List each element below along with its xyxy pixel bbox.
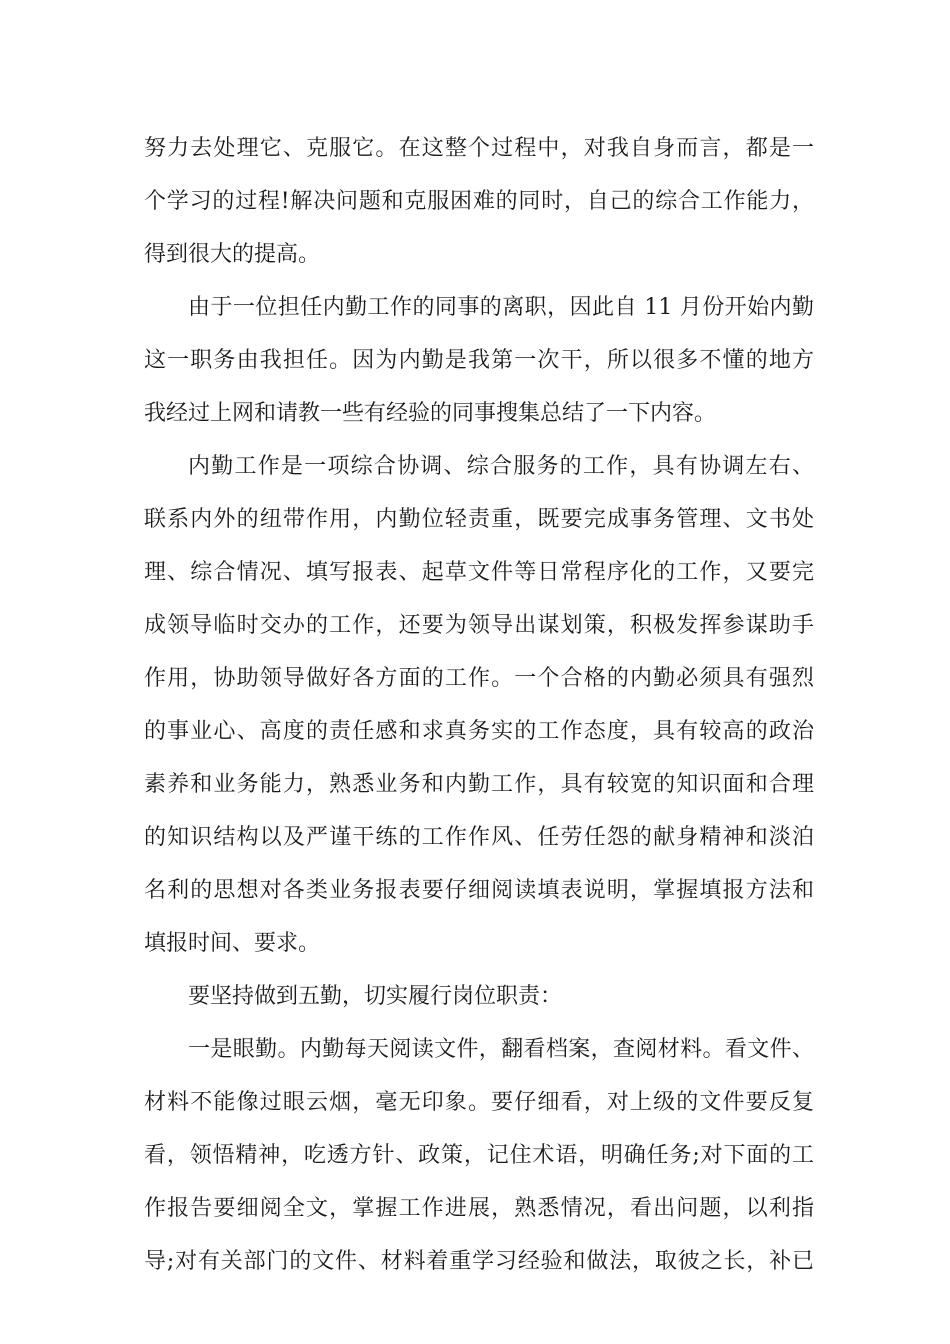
paragraph-4: [144, 970, 814, 1023]
paragraph-line: 理、综合情况、填写报表、起草文件等日常程序化的工作，又要完: [144, 560, 814, 585]
paragraph-line: 的知识结构以及严谨干练的工作作风、任劳任怨的献身精神和淡泊: [144, 825, 814, 850]
paragraph-line: 名利的思想对各类业务报表要仔细阅读填表说明，掌握填报方法和: [144, 878, 814, 903]
paragraph-line: 由于一位担任内勤工作的同事的离职，因此自 11 月份开始内勤: [188, 295, 814, 320]
paragraph-line: 填报时间、要求。: [144, 931, 321, 956]
paragraph-3: [144, 440, 814, 970]
paragraph-line: 内勤工作是一项综合协调、综合服务的工作，具有协调左右、: [188, 454, 814, 479]
paragraph-line: 个学习的过程!解决问题和克服困难的同时，自己的综合工作能力，: [144, 189, 814, 214]
paragraph-line: 材料不能像过眼云烟，毫无印象。要仔细看，对上级的文件要反复: [144, 1090, 814, 1115]
paragraph-1: [144, 122, 814, 281]
paragraph-line: 成领导临时交办的工作，还要为领导出谋划策，积极发挥参谋助手: [144, 613, 814, 638]
paragraph-line: 的事业心、高度的责任感和求真务实的工作态度，具有较高的政治: [144, 719, 814, 744]
paragraph-5: [144, 1023, 814, 1288]
paragraph-line: 素养和业务能力，熟悉业务和内勤工作，具有较宽的知识面和合理: [144, 772, 814, 797]
document-body: [144, 122, 814, 1288]
paragraph-line: 看，领悟精神，吃透方针、政策，记住术语，明确任务;对下面的工: [144, 1143, 814, 1168]
paragraph-2: [144, 281, 814, 440]
paragraph-line: 作用，协助领导做好各方面的工作。一个合格的内勤必须具有强烈: [144, 666, 814, 691]
paragraph-line: 我经过上网和请教一些有经验的同事搜集总结了一下内容。: [144, 401, 717, 426]
paragraph-line: 得到很大的提高。: [144, 242, 321, 267]
paragraph-line: 努力去处理它、克服它。在这整个过程中，对我自身而言，都是一: [144, 136, 814, 161]
paragraph-line: 要坚持做到五勤，切实履行岗位职责：: [188, 984, 563, 1009]
paragraph-line: 联系内外的纽带作用，内勤位轻责重，既要完成事务管理、文书处: [144, 507, 814, 532]
paragraph-line: 导;对有关部门的文件、材料着重学习经验和做法，取彼之长，补已: [144, 1249, 814, 1274]
paragraph-line: 这一职务由我担任。因为内勤是我第一次干，所以很多不懂的地方: [144, 348, 814, 373]
paragraph-line: 作报告要细阅全文，掌握工作进展，熟悉情况，看出问题，以利指: [144, 1196, 814, 1221]
paragraph-line: 一是眼勤。内勤每天阅读文件，翻看档案，查阅材料。看文件、: [188, 1037, 814, 1062]
